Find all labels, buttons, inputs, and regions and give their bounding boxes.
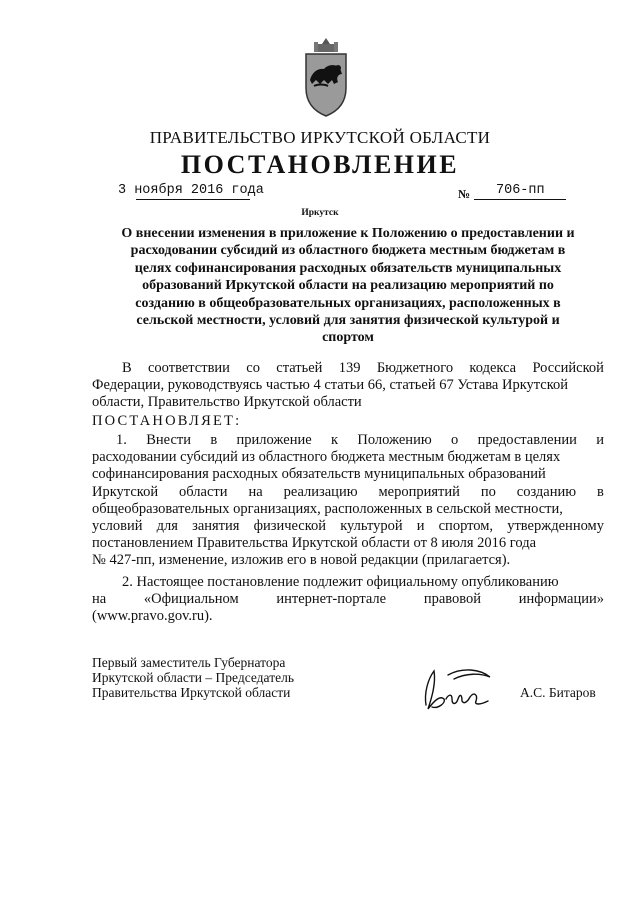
- title-line: целях софинансирования расходных обязательств муниципальных: [134, 260, 562, 276]
- word: спортом,: [438, 518, 494, 535]
- handwritten-signature: [418, 665, 518, 717]
- government-name: ПРАВИТЕЛЬСТВО ИРКУТСКОЙ ОБЛАСТИ: [149, 128, 491, 147]
- text-line: расходовании субсидий из областного бюджета местным бюджетам в целях: [92, 449, 561, 466]
- text-line: Федерации, руководствуясь частью 4 статьи 66, статьей 67 Устава Иркутской: [92, 377, 569, 394]
- number-label: №: [458, 187, 471, 201]
- word: для: [156, 518, 178, 535]
- word: в: [597, 483, 604, 500]
- title-line: сельской местности, условий для занятия физической культурой и: [136, 313, 560, 329]
- item-1-paragraph: [92, 432, 604, 570]
- word: и: [596, 432, 604, 448]
- word: мероприятий: [378, 483, 460, 500]
- title-line: расходовании субсидий из областного бюджета местным бюджетам в: [130, 243, 566, 259]
- word: интернет-портале: [276, 591, 387, 608]
- city-label: Иркутск: [301, 208, 339, 218]
- word: предоставлении: [477, 432, 577, 448]
- word: Российской: [532, 360, 604, 376]
- text-line: общеобразовательных организациях, расположенных в сельской местности,: [92, 500, 563, 517]
- justified-text-line: [92, 591, 604, 608]
- word: В: [122, 360, 132, 376]
- word: приложение: [236, 432, 312, 448]
- word: на: [248, 483, 263, 500]
- word: условий: [92, 518, 143, 535]
- title-line: спортом: [322, 330, 374, 346]
- word: кодекса: [469, 360, 517, 376]
- word: со: [246, 360, 260, 376]
- text-line: области, Правительство Иркутской области: [92, 394, 362, 411]
- word: Иркутской: [92, 483, 159, 500]
- word: на: [92, 591, 107, 608]
- word: «Официальном: [143, 591, 239, 608]
- text-line: постановлением Правительства Иркутской области от 8 июля 2016 года: [92, 535, 537, 552]
- document-type: ПОСТАНОВЛЕНИЕ: [180, 150, 460, 179]
- date-underline: [136, 199, 250, 200]
- word: 139: [338, 360, 361, 376]
- item-2-paragraph: [92, 574, 604, 626]
- word: по: [480, 483, 496, 500]
- word: о: [451, 432, 459, 448]
- word: правовой: [423, 591, 482, 608]
- text-line: № 427-пп, изменение, изложив его в новой редакции (прилагается).: [92, 552, 511, 569]
- word: физической: [253, 518, 327, 535]
- signer-position: [92, 655, 294, 700]
- justified-text-line: [92, 518, 604, 535]
- justified-text-line: [92, 360, 604, 377]
- word: реализацию: [283, 483, 358, 500]
- title-line: созданию в общеобразовательных организациях, расположенных в: [135, 295, 561, 311]
- word: в: [210, 432, 218, 448]
- signer-name: А.С. Битаров: [520, 685, 596, 700]
- word: 1.: [116, 432, 127, 448]
- signer-position-line: Правительства Иркутской области: [92, 685, 291, 700]
- title-line: образований Иркутской области на реализацию мероприятий по: [142, 278, 554, 294]
- preamble-paragraph: [92, 360, 604, 412]
- word: занятия: [192, 518, 240, 535]
- decree-word: ПОСТАНОВЛЯЕТ:: [92, 413, 242, 429]
- word: Внести: [146, 432, 191, 448]
- text-line: (www.pravo.gov.ru).: [92, 608, 213, 625]
- word: культурой: [340, 518, 403, 535]
- word: Положению: [357, 432, 432, 448]
- document-title: [92, 225, 604, 347]
- word: информации»: [518, 591, 604, 608]
- justified-text-line: [92, 484, 604, 501]
- number-underline: [474, 199, 566, 200]
- document-date: 3 ноября 2016 года: [118, 183, 264, 198]
- signer-position-line: Иркутской области – Председатель: [92, 670, 294, 685]
- word: созданию: [516, 483, 577, 500]
- coat-of-arms-icon: [302, 38, 350, 118]
- text-line: софинансирования расходных обязательств муниципальных образований: [92, 466, 546, 483]
- word: и: [416, 518, 425, 535]
- signer-position-line: Первый заместитель Губернатора: [92, 655, 286, 670]
- title-line: О внесении изменения в приложение к Положению о предоставлении и: [121, 226, 575, 241]
- word: к: [331, 432, 339, 448]
- word: соответствии: [148, 360, 230, 376]
- justified-text-line: [92, 432, 604, 449]
- word: статьей: [276, 360, 323, 376]
- word: Бюджетного: [376, 360, 454, 376]
- word: утвержденному: [507, 518, 604, 535]
- word: области: [179, 483, 228, 500]
- text-line: 2. Настоящее постановление подлежит официальному опубликованию: [122, 574, 559, 590]
- document-number: 706-пп: [496, 183, 545, 198]
